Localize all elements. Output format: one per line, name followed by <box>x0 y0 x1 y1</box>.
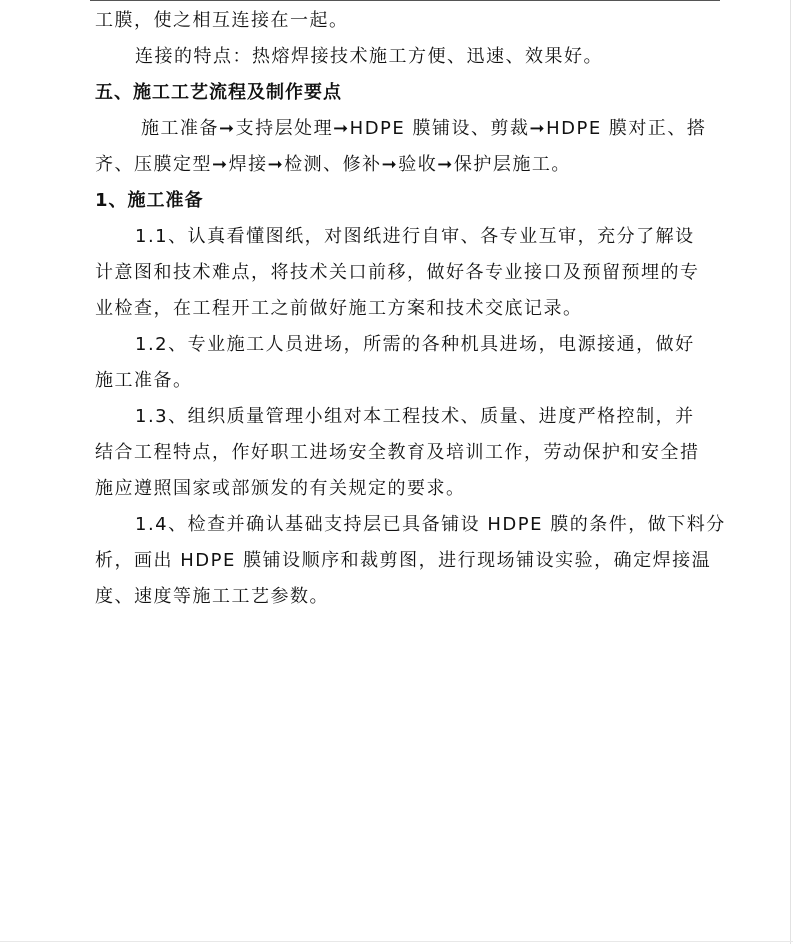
process-flow-line: 齐、压膜定型➞焊接➞检测、修补➞验收➞保护层施工。 <box>95 154 571 175</box>
paragraph-line: 施工准备。 <box>95 370 193 391</box>
paragraph-line: 业检查，在工程开工之前做好施工方案和技术交底记录。 <box>95 298 583 319</box>
document-body <box>95 3 726 615</box>
paragraph-line: 工膜，使之相互连接在一起。 <box>95 10 349 31</box>
section-heading: 五、施工工艺流程及制作要点 <box>95 82 342 103</box>
paragraph-line: 计意图和技术难点，将技术关口前移，做好各专业接口及预留预埋的专 <box>95 262 700 283</box>
process-flow-line: 施工准备➞支持层处理➞HDPE 膜铺设、剪裁➞HDPE 膜对正、搭 <box>141 118 707 139</box>
paragraph-line: 1.1、认真看懂图纸，对图纸进行自审、各专业互审，充分了解设 <box>135 226 695 247</box>
paragraph-line: 1.3、组织质量管理小组对本工程技术、质量、进度严格控制，并 <box>135 406 695 427</box>
paragraph-line: 度、速度等施工工艺参数。 <box>95 586 329 607</box>
paragraph-line: 1.2、专业施工人员进场，所需的各种机具进场，电源接通，做好 <box>135 334 695 355</box>
subsection-heading: 1、施工准备 <box>95 190 204 211</box>
paragraph-line: 连接的特点：热熔焊接技术施工方便、迅速、效果好。 <box>135 46 603 67</box>
paragraph-line: 析，画出 HDPE 膜铺设顺序和裁剪图，进行现场铺设实验，确定焊接温 <box>95 550 712 571</box>
paragraph-line: 1.4、检查并确认基础支持层已具备铺设 HDPE 膜的条件，做下料分 <box>135 514 726 535</box>
page-edge-bottom <box>0 941 793 942</box>
paragraph-line: 施应遵照国家或部颁发的有关规定的要求。 <box>95 478 466 499</box>
paragraph-line: 结合工程特点，作好职工进场安全教育及培训工作，劳动保护和安全措 <box>95 442 700 463</box>
header-rule <box>90 0 720 1</box>
page-edge-right <box>790 0 791 944</box>
